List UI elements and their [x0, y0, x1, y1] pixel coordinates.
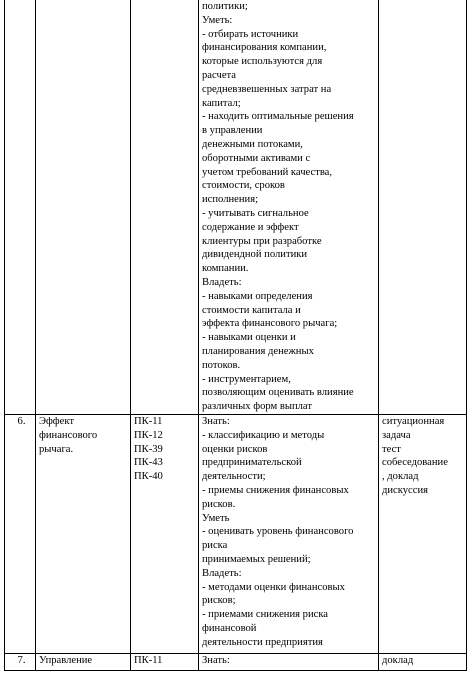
description-line: риска: [202, 540, 228, 552]
competency-codes-cell: [131, 415, 199, 654]
competency-table: [4, 0, 467, 671]
codes-line: ПК-11: [134, 655, 163, 666]
assessment-forms-cell: [379, 654, 467, 671]
description-line: финансовой: [202, 622, 257, 634]
description-line: - методами оценки финансовых: [202, 581, 345, 593]
description-line: дивидендной политики: [202, 249, 308, 261]
description-line: в управлении: [202, 125, 263, 137]
forms-line: ситуационная: [382, 416, 445, 427]
description-line: оборотными активами с: [202, 152, 311, 164]
description-line: - навыками определения: [202, 290, 313, 302]
description-line: - инструментарием,: [202, 373, 291, 385]
description-line: Владеть:: [202, 276, 242, 288]
description-line: Знать:: [202, 416, 230, 427]
topic-cell: [36, 654, 131, 671]
competency-codes-cell: [131, 654, 199, 671]
description-line: рисков.: [202, 498, 236, 510]
description-line: - оценивать уровень финансового: [202, 526, 354, 538]
description-line: стоимости, сроков: [202, 180, 285, 192]
topic-cell: [36, 0, 131, 415]
table-row: [5, 654, 467, 671]
description-line: финансирования компании,: [202, 42, 327, 54]
description-line: оценки рисков: [202, 443, 268, 455]
description-line: политики;: [202, 1, 248, 12]
forms-line: доклад: [382, 655, 414, 666]
description-line: предпринимательской: [202, 457, 302, 469]
description-line: которые используются для: [202, 56, 323, 68]
topic-line: Эффект: [39, 416, 74, 427]
table-row: [5, 0, 467, 415]
table-body: [5, 0, 467, 671]
competency-codes-cell: [131, 0, 199, 415]
description-line: различных форм выплат: [202, 401, 312, 413]
topic-line: Управление: [39, 655, 93, 666]
forms-line: задача: [382, 429, 411, 441]
forms-line: дискуссия: [382, 484, 429, 496]
description-line: денежными потоками,: [202, 138, 303, 150]
description-line: позволяющим оценивать влияние: [202, 387, 354, 399]
learning-outcomes-cell: [199, 415, 379, 654]
forms-line: тест: [382, 443, 401, 455]
codes-line: ПК-40: [134, 471, 163, 483]
description-line: - приемы снижения финансовых: [202, 484, 349, 496]
description-line: планирования денежных: [202, 345, 314, 357]
description-line: исполнения;: [202, 194, 259, 206]
description-line: - классификацию и методы: [202, 429, 325, 441]
forms-line: собеседование: [382, 457, 448, 469]
description-line: капитал;: [202, 97, 241, 109]
row-number-cell: 6.: [5, 415, 36, 654]
description-line: Уметь: [202, 512, 230, 524]
description-line: - навыками оценки и: [202, 332, 296, 344]
description-line: потоков.: [202, 359, 241, 371]
description-line: средневзвешенных затрат на: [202, 83, 332, 95]
description-line: - учитывать сигнальное: [202, 207, 309, 219]
assessment-forms-cell: [379, 0, 467, 415]
row-number-cell: [5, 0, 36, 415]
learning-outcomes-cell: [199, 0, 379, 415]
topic-line: рычага.: [39, 443, 74, 455]
topic-line: финансового: [39, 429, 98, 441]
description-line: принимаемых решений;: [202, 553, 311, 565]
assessment-forms-cell: [379, 415, 467, 654]
table-row: [5, 415, 467, 654]
description-line: деятельности предприятия: [202, 636, 323, 648]
learning-outcomes-cell: [199, 654, 379, 671]
topic-cell: [36, 415, 131, 654]
description-line: - находить оптимальные решения: [202, 111, 354, 123]
forms-line: , доклад: [382, 471, 419, 483]
description-line: Уметь:: [202, 14, 233, 26]
description-line: стоимости капитала и: [202, 304, 301, 316]
description-line: учетом требований качества,: [202, 166, 333, 178]
description-line: содержание и эффект: [202, 221, 299, 233]
description-line: - отбирать источники: [202, 28, 299, 40]
description-line: компании.: [202, 263, 249, 275]
codes-line: ПК-12: [134, 429, 163, 441]
description-line: эффекта финансового рычага;: [202, 318, 338, 330]
description-line: клиентуры при разработке: [202, 235, 322, 247]
description-line: рисков;: [202, 595, 236, 607]
row-number-cell: 7.: [5, 654, 36, 671]
codes-line: ПК-39: [134, 443, 163, 455]
description-line: деятельности;: [202, 471, 266, 483]
description-line: Владеть:: [202, 567, 242, 579]
description-line: расчета: [202, 69, 236, 81]
description-line: Знать:: [202, 655, 230, 666]
codes-line: ПК-11: [134, 416, 163, 427]
description-line: - приемами снижения риска: [202, 609, 329, 621]
codes-line: ПК-43: [134, 457, 163, 469]
